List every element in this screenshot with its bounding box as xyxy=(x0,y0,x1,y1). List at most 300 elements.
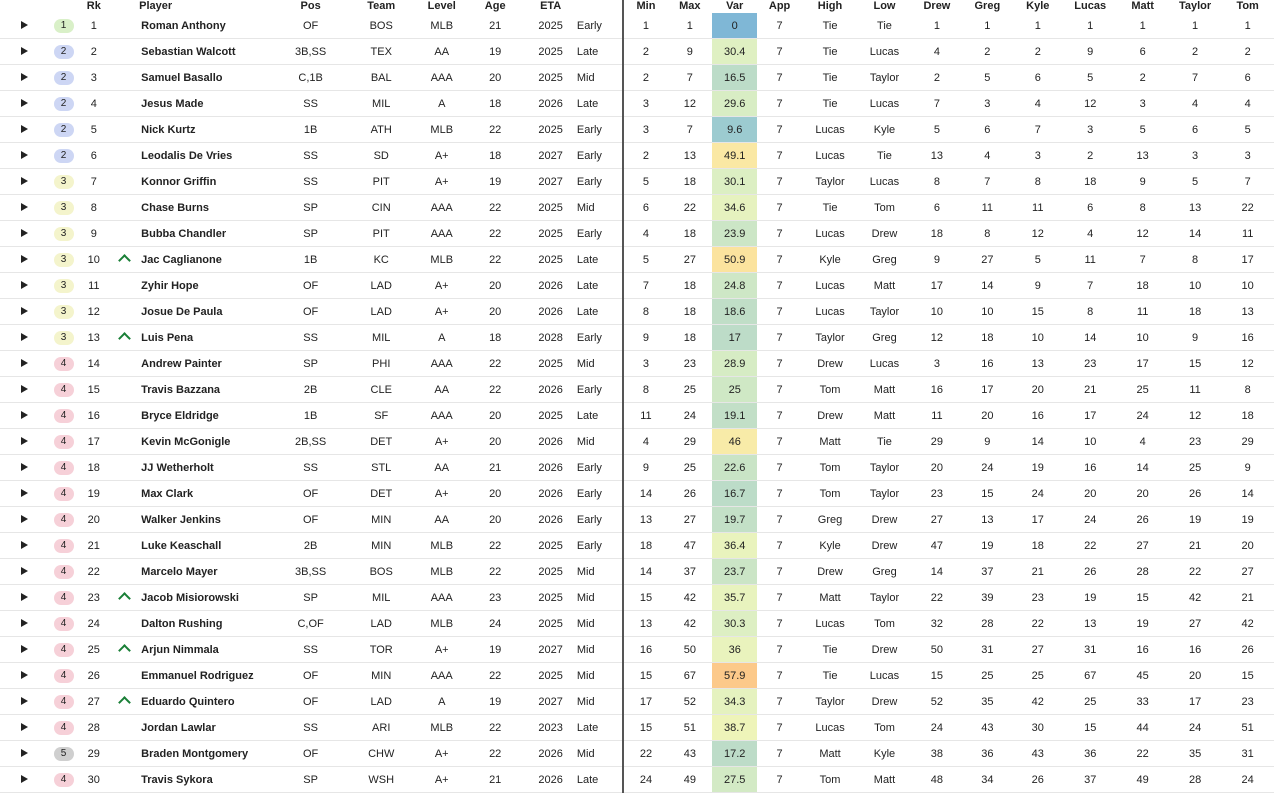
high-cell: Lucas xyxy=(802,299,858,325)
team-cell: CIN xyxy=(345,195,418,221)
eta-phase-cell: Mid xyxy=(577,65,623,91)
player-header[interactable]: Player xyxy=(139,0,276,13)
taylor-cell: 23 xyxy=(1169,429,1221,455)
age-header[interactable]: Age xyxy=(466,0,525,13)
matt-cell: 18 xyxy=(1116,273,1168,299)
trend-cell xyxy=(109,767,139,793)
expand-triangle-icon[interactable] xyxy=(21,151,28,159)
taylor-cell: 21 xyxy=(1169,533,1221,559)
expand-cell[interactable] xyxy=(0,117,48,143)
eta-cell: 2025 xyxy=(524,585,576,611)
rank-cell: 16 xyxy=(79,403,109,429)
max-cell: 52 xyxy=(668,689,712,715)
eta-cell: 2026 xyxy=(524,507,576,533)
var-cell: 23.9 xyxy=(712,221,757,247)
tier-badge: 4 xyxy=(54,695,74,709)
rank-cell: 5 xyxy=(79,117,109,143)
rank-header[interactable]: Rk xyxy=(79,0,109,13)
age-cell: 20 xyxy=(466,481,525,507)
greg-cell: 18 xyxy=(963,325,1011,351)
expand-triangle-icon[interactable] xyxy=(21,229,28,237)
player-name[interactable]: Nick Kurtz xyxy=(139,117,276,143)
high-cell: Drew xyxy=(802,403,858,429)
app-cell: 7 xyxy=(757,299,801,325)
high-header[interactable]: High xyxy=(802,0,858,13)
player-name[interactable]: Bryce Eldridge xyxy=(139,403,276,429)
var-cell: 18.6 xyxy=(712,299,757,325)
expand-cell[interactable] xyxy=(0,715,48,741)
expand-cell[interactable] xyxy=(0,299,48,325)
pos-cell: 2B,SS xyxy=(276,429,345,455)
max-cell: 42 xyxy=(668,611,712,637)
pos-cell: OF xyxy=(276,507,345,533)
expand-triangle-icon[interactable] xyxy=(21,463,28,471)
tom-cell: 22 xyxy=(1221,195,1274,221)
matt-cell: 27 xyxy=(1116,533,1168,559)
player-name[interactable]: Zyhir Hope xyxy=(139,273,276,299)
eta-phase-cell: Mid xyxy=(577,585,623,611)
player-name[interactable]: Leodalis De Vries xyxy=(139,143,276,169)
tom-cell: 12 xyxy=(1221,351,1274,377)
expand-triangle-icon[interactable] xyxy=(21,593,28,601)
taylor-header[interactable]: Taylor xyxy=(1169,0,1221,13)
expand-triangle-icon[interactable] xyxy=(21,385,28,393)
table-row[interactable] xyxy=(0,429,1274,455)
eta-phase-cell: Early xyxy=(577,169,623,195)
trend-cell xyxy=(109,247,139,273)
team-cell: MIL xyxy=(345,325,418,351)
high-cell: Tie xyxy=(802,637,858,663)
rank-cell: 19 xyxy=(79,481,109,507)
greg-header[interactable]: Greg xyxy=(963,0,1011,13)
eta-phase-cell: Late xyxy=(577,403,623,429)
pos-cell: 1B xyxy=(276,117,345,143)
eta-cell: 2025 xyxy=(524,663,576,689)
team-cell: SD xyxy=(345,143,418,169)
taylor-cell: 12 xyxy=(1169,403,1221,429)
player-name[interactable]: Chase Burns xyxy=(139,195,276,221)
player-name[interactable]: Samuel Basallo xyxy=(139,65,276,91)
trend-cell xyxy=(109,351,139,377)
max-cell: 13 xyxy=(668,143,712,169)
expand-cell[interactable] xyxy=(0,507,48,533)
expand-cell[interactable] xyxy=(0,221,48,247)
eta-phase-header xyxy=(577,0,623,13)
tier-badge: 4 xyxy=(54,435,74,449)
expand-triangle-icon[interactable] xyxy=(21,255,28,263)
age-cell: 22 xyxy=(466,533,525,559)
table-row[interactable] xyxy=(0,65,1274,91)
trend-cell xyxy=(109,559,139,585)
table-row[interactable] xyxy=(0,143,1274,169)
player-name[interactable]: Jesus Made xyxy=(139,91,276,117)
eta-cell: 2026 xyxy=(524,481,576,507)
low-cell: Tie xyxy=(858,13,910,39)
expand-triangle-icon[interactable] xyxy=(21,619,28,627)
max-cell: 18 xyxy=(668,299,712,325)
drew-header[interactable]: Drew xyxy=(911,0,963,13)
high-cell: Tie xyxy=(802,39,858,65)
max-cell: 18 xyxy=(668,273,712,299)
table-row[interactable] xyxy=(0,195,1274,221)
player-name[interactable]: Travis Bazzana xyxy=(139,377,276,403)
taylor-cell: 15 xyxy=(1169,351,1221,377)
low-cell: Lucas xyxy=(858,169,910,195)
kyle-header[interactable]: Kyle xyxy=(1012,0,1064,13)
player-name[interactable]: Konnor Griffin xyxy=(139,169,276,195)
expand-triangle-icon[interactable] xyxy=(21,203,28,211)
app-cell: 7 xyxy=(757,13,801,39)
expand-header xyxy=(0,0,48,13)
expand-cell[interactable] xyxy=(0,65,48,91)
lucas-cell: 10 xyxy=(1064,429,1116,455)
table-row[interactable] xyxy=(0,481,1274,507)
expand-triangle-icon[interactable] xyxy=(21,21,28,29)
table-row[interactable] xyxy=(0,715,1274,741)
expand-cell[interactable] xyxy=(0,273,48,299)
matt-cell: 11 xyxy=(1116,299,1168,325)
team-header[interactable]: Team xyxy=(345,0,418,13)
expand-cell[interactable] xyxy=(0,767,48,793)
trend-cell xyxy=(109,689,139,715)
tier-cell xyxy=(48,65,78,91)
high-cell: Taylor xyxy=(802,325,858,351)
tier-cell xyxy=(48,715,78,741)
var-cell: 30.4 xyxy=(712,39,757,65)
taylor-cell: 13 xyxy=(1169,195,1221,221)
player-name[interactable]: Bubba Chandler xyxy=(139,221,276,247)
min-cell: 4 xyxy=(623,429,667,455)
greg-cell: 5 xyxy=(963,65,1011,91)
app-cell: 7 xyxy=(757,91,801,117)
app-header[interactable]: App xyxy=(757,0,801,13)
expand-cell[interactable] xyxy=(0,689,48,715)
eta-cell: 2026 xyxy=(524,299,576,325)
team-cell: LAD xyxy=(345,299,418,325)
player-name[interactable]: Emmanuel Rodriguez xyxy=(139,663,276,689)
low-cell: Drew xyxy=(858,221,910,247)
expand-cell[interactable] xyxy=(0,663,48,689)
taylor-cell: 16 xyxy=(1169,637,1221,663)
expand-cell[interactable] xyxy=(0,481,48,507)
table-row[interactable] xyxy=(0,13,1274,39)
expand-cell[interactable] xyxy=(0,741,48,767)
matt-cell: 16 xyxy=(1116,637,1168,663)
player-name[interactable]: Josue De Paula xyxy=(139,299,276,325)
table-row[interactable] xyxy=(0,533,1274,559)
rank-cell: 3 xyxy=(79,65,109,91)
expand-triangle-icon[interactable] xyxy=(21,645,28,653)
team-cell: MIN xyxy=(345,533,418,559)
table-row[interactable] xyxy=(0,377,1274,403)
expand-cell[interactable] xyxy=(0,559,48,585)
team-cell: KC xyxy=(345,247,418,273)
expand-cell[interactable] xyxy=(0,377,48,403)
low-cell: Taylor xyxy=(858,585,910,611)
rank-cell: 10 xyxy=(79,247,109,273)
tier-badge: 1 xyxy=(54,19,74,33)
expand-cell[interactable] xyxy=(0,637,48,663)
table-row[interactable] xyxy=(0,169,1274,195)
age-cell: 20 xyxy=(466,429,525,455)
low-cell: Matt xyxy=(858,767,910,793)
kyle-cell: 6 xyxy=(1012,65,1064,91)
rank-cell: 24 xyxy=(79,611,109,637)
lucas-cell: 11 xyxy=(1064,247,1116,273)
expand-triangle-icon[interactable] xyxy=(21,411,28,419)
app-cell: 7 xyxy=(757,39,801,65)
expand-cell[interactable] xyxy=(0,169,48,195)
app-cell: 7 xyxy=(757,663,801,689)
var-cell: 24.8 xyxy=(712,273,757,299)
pos-cell: SS xyxy=(276,143,345,169)
expand-cell[interactable] xyxy=(0,403,48,429)
tier-cell xyxy=(48,533,78,559)
age-cell: 22 xyxy=(466,559,525,585)
expand-cell[interactable] xyxy=(0,455,48,481)
player-name[interactable]: Walker Jenkins xyxy=(139,507,276,533)
low-cell: Lucas xyxy=(858,91,910,117)
low-cell: Drew xyxy=(858,507,910,533)
high-cell: Drew xyxy=(802,559,858,585)
lucas-cell: 15 xyxy=(1064,715,1116,741)
low-cell: Lucas xyxy=(858,351,910,377)
lucas-cell: 31 xyxy=(1064,637,1116,663)
var-cell: 28.9 xyxy=(712,351,757,377)
player-name[interactable]: Arjun Nimmala xyxy=(139,637,276,663)
expand-cell[interactable] xyxy=(0,39,48,65)
pos-cell: 3B,SS xyxy=(276,559,345,585)
player-name[interactable]: Travis Sykora xyxy=(139,767,276,793)
eta-cell: 2025 xyxy=(524,247,576,273)
expand-triangle-icon[interactable] xyxy=(21,567,28,575)
player-name[interactable]: Jacob Misiorowski xyxy=(139,585,276,611)
player-name[interactable]: Sebastian Walcott xyxy=(139,39,276,65)
kyle-cell: 22 xyxy=(1012,611,1064,637)
player-name[interactable]: JJ Wetherholt xyxy=(139,455,276,481)
var-cell: 29.6 xyxy=(712,91,757,117)
player-name[interactable]: Jac Caglianone xyxy=(139,247,276,273)
min-cell: 5 xyxy=(623,169,667,195)
player-name[interactable]: Jordan Lawlar xyxy=(139,715,276,741)
player-name[interactable]: Luke Keaschall xyxy=(139,533,276,559)
expand-cell[interactable] xyxy=(0,143,48,169)
low-cell: Tie xyxy=(858,143,910,169)
eta-header[interactable]: ETA xyxy=(524,0,576,13)
low-cell: Kyle xyxy=(858,741,910,767)
tom-cell: 10 xyxy=(1221,273,1274,299)
tom-cell: 21 xyxy=(1221,585,1274,611)
max-cell: 49 xyxy=(668,767,712,793)
table-row[interactable] xyxy=(0,585,1274,611)
var-cell: 23.7 xyxy=(712,559,757,585)
table-row[interactable] xyxy=(0,117,1274,143)
max-cell: 26 xyxy=(668,481,712,507)
drew-cell: 50 xyxy=(911,637,963,663)
rank-cell: 22 xyxy=(79,559,109,585)
player-name[interactable]: Kevin McGonigle xyxy=(139,429,276,455)
trend-cell xyxy=(109,117,139,143)
expand-cell[interactable] xyxy=(0,13,48,39)
lucas-cell: 4 xyxy=(1064,221,1116,247)
tom-cell: 16 xyxy=(1221,325,1274,351)
table-row[interactable] xyxy=(0,273,1274,299)
taylor-cell: 42 xyxy=(1169,585,1221,611)
tom-cell: 27 xyxy=(1221,559,1274,585)
eta-phase-cell: Late xyxy=(577,273,623,299)
trend-up-icon xyxy=(118,644,131,657)
player-name[interactable]: Dalton Rushing xyxy=(139,611,276,637)
expand-cell[interactable] xyxy=(0,533,48,559)
lucas-cell: 37 xyxy=(1064,767,1116,793)
tom-header[interactable]: Tom xyxy=(1221,0,1274,13)
table-row[interactable] xyxy=(0,507,1274,533)
table-row[interactable] xyxy=(0,611,1274,637)
pos-header[interactable]: Pos xyxy=(276,0,345,13)
tom-cell: 6 xyxy=(1221,65,1274,91)
age-cell: 18 xyxy=(466,325,525,351)
high-cell: Drew xyxy=(802,351,858,377)
table-row[interactable] xyxy=(0,221,1274,247)
high-cell: Tie xyxy=(802,13,858,39)
max-cell: 37 xyxy=(668,559,712,585)
level-cell: MLB xyxy=(418,559,466,585)
expand-triangle-icon[interactable] xyxy=(21,333,28,341)
expand-triangle-icon[interactable] xyxy=(21,775,28,783)
expand-triangle-icon[interactable] xyxy=(21,723,28,731)
max-cell: 42 xyxy=(668,585,712,611)
expand-triangle-icon[interactable] xyxy=(21,125,28,133)
high-cell: Tom xyxy=(802,377,858,403)
player-name[interactable]: Andrew Painter xyxy=(139,351,276,377)
tom-cell: 15 xyxy=(1221,663,1274,689)
table-row[interactable] xyxy=(0,689,1274,715)
player-name[interactable]: Marcelo Mayer xyxy=(139,559,276,585)
eta-phase-cell: Late xyxy=(577,715,623,741)
lucas-cell: 7 xyxy=(1064,273,1116,299)
expand-triangle-icon[interactable] xyxy=(21,359,28,367)
app-cell: 7 xyxy=(757,585,801,611)
tier-cell xyxy=(48,169,78,195)
app-cell: 7 xyxy=(757,559,801,585)
trend-cell xyxy=(109,325,139,351)
var-header[interactable]: Var xyxy=(712,0,757,13)
app-cell: 7 xyxy=(757,741,801,767)
table-row[interactable] xyxy=(0,637,1274,663)
kyle-cell: 17 xyxy=(1012,507,1064,533)
table-row[interactable] xyxy=(0,559,1274,585)
table-row[interactable] xyxy=(0,351,1274,377)
lucas-header[interactable]: Lucas xyxy=(1064,0,1116,13)
app-cell: 7 xyxy=(757,429,801,455)
high-cell: Greg xyxy=(802,507,858,533)
tier-cell xyxy=(48,637,78,663)
low-header[interactable]: Low xyxy=(858,0,910,13)
table-row[interactable] xyxy=(0,741,1274,767)
min-header[interactable]: Min xyxy=(623,0,667,13)
drew-cell: 12 xyxy=(911,325,963,351)
pos-cell: 2B xyxy=(276,533,345,559)
expand-triangle-icon[interactable] xyxy=(21,281,28,289)
expand-triangle-icon[interactable] xyxy=(21,307,28,315)
expand-cell[interactable] xyxy=(0,585,48,611)
team-cell: DET xyxy=(345,481,418,507)
expand-triangle-icon[interactable] xyxy=(21,541,28,549)
table-row[interactable] xyxy=(0,403,1274,429)
level-header[interactable]: Level xyxy=(418,0,466,13)
trend-cell xyxy=(109,169,139,195)
min-cell: 17 xyxy=(623,689,667,715)
drew-cell: 13 xyxy=(911,143,963,169)
age-cell: 19 xyxy=(466,169,525,195)
trend-cell xyxy=(109,663,139,689)
matt-cell: 9 xyxy=(1116,169,1168,195)
expand-triangle-icon[interactable] xyxy=(21,697,28,705)
low-cell: Tom xyxy=(858,715,910,741)
tier-badge: 4 xyxy=(54,539,74,553)
expand-cell[interactable] xyxy=(0,429,48,455)
age-cell: 19 xyxy=(466,39,525,65)
player-name[interactable]: Max Clark xyxy=(139,481,276,507)
team-cell: SF xyxy=(345,403,418,429)
table-row[interactable] xyxy=(0,91,1274,117)
player-name[interactable]: Luis Pena xyxy=(139,325,276,351)
expand-cell[interactable] xyxy=(0,91,48,117)
player-name[interactable]: Braden Montgomery xyxy=(139,741,276,767)
matt-header[interactable]: Matt xyxy=(1116,0,1168,13)
greg-cell: 27 xyxy=(963,247,1011,273)
player-name[interactable]: Roman Anthony xyxy=(139,13,276,39)
table-row[interactable] xyxy=(0,455,1274,481)
app-cell: 7 xyxy=(757,689,801,715)
team-cell: LAD xyxy=(345,273,418,299)
player-name[interactable]: Eduardo Quintero xyxy=(139,689,276,715)
table-row[interactable] xyxy=(0,299,1274,325)
max-header[interactable]: Max xyxy=(668,0,712,13)
table-row[interactable] xyxy=(0,39,1274,65)
pos-cell: SS xyxy=(276,169,345,195)
expand-cell[interactable] xyxy=(0,611,48,637)
expand-triangle-icon[interactable] xyxy=(21,749,28,757)
kyle-cell: 12 xyxy=(1012,221,1064,247)
expand-triangle-icon[interactable] xyxy=(21,671,28,679)
expand-cell[interactable] xyxy=(0,325,48,351)
min-cell: 14 xyxy=(623,559,667,585)
expand-triangle-icon[interactable] xyxy=(21,73,28,81)
eta-phase-cell: Early xyxy=(577,13,623,39)
expand-cell[interactable] xyxy=(0,351,48,377)
expand-triangle-icon[interactable] xyxy=(21,437,28,445)
tom-cell: 14 xyxy=(1221,481,1274,507)
expand-triangle-icon[interactable] xyxy=(21,177,28,185)
table-row[interactable] xyxy=(0,663,1274,689)
tier-badge: 5 xyxy=(54,747,74,761)
trend-cell xyxy=(109,299,139,325)
table-row[interactable] xyxy=(0,325,1274,351)
tier-cell xyxy=(48,767,78,793)
table-row[interactable] xyxy=(0,767,1274,793)
expand-triangle-icon[interactable] xyxy=(21,515,28,523)
low-cell: Matt xyxy=(858,403,910,429)
expand-triangle-icon[interactable] xyxy=(21,99,28,107)
expand-cell[interactable] xyxy=(0,247,48,273)
table-row[interactable] xyxy=(0,247,1274,273)
tier-badge: 4 xyxy=(54,409,74,423)
expand-triangle-icon[interactable] xyxy=(21,489,28,497)
greg-cell: 34 xyxy=(963,767,1011,793)
expand-cell[interactable] xyxy=(0,195,48,221)
expand-triangle-icon[interactable] xyxy=(21,47,28,55)
